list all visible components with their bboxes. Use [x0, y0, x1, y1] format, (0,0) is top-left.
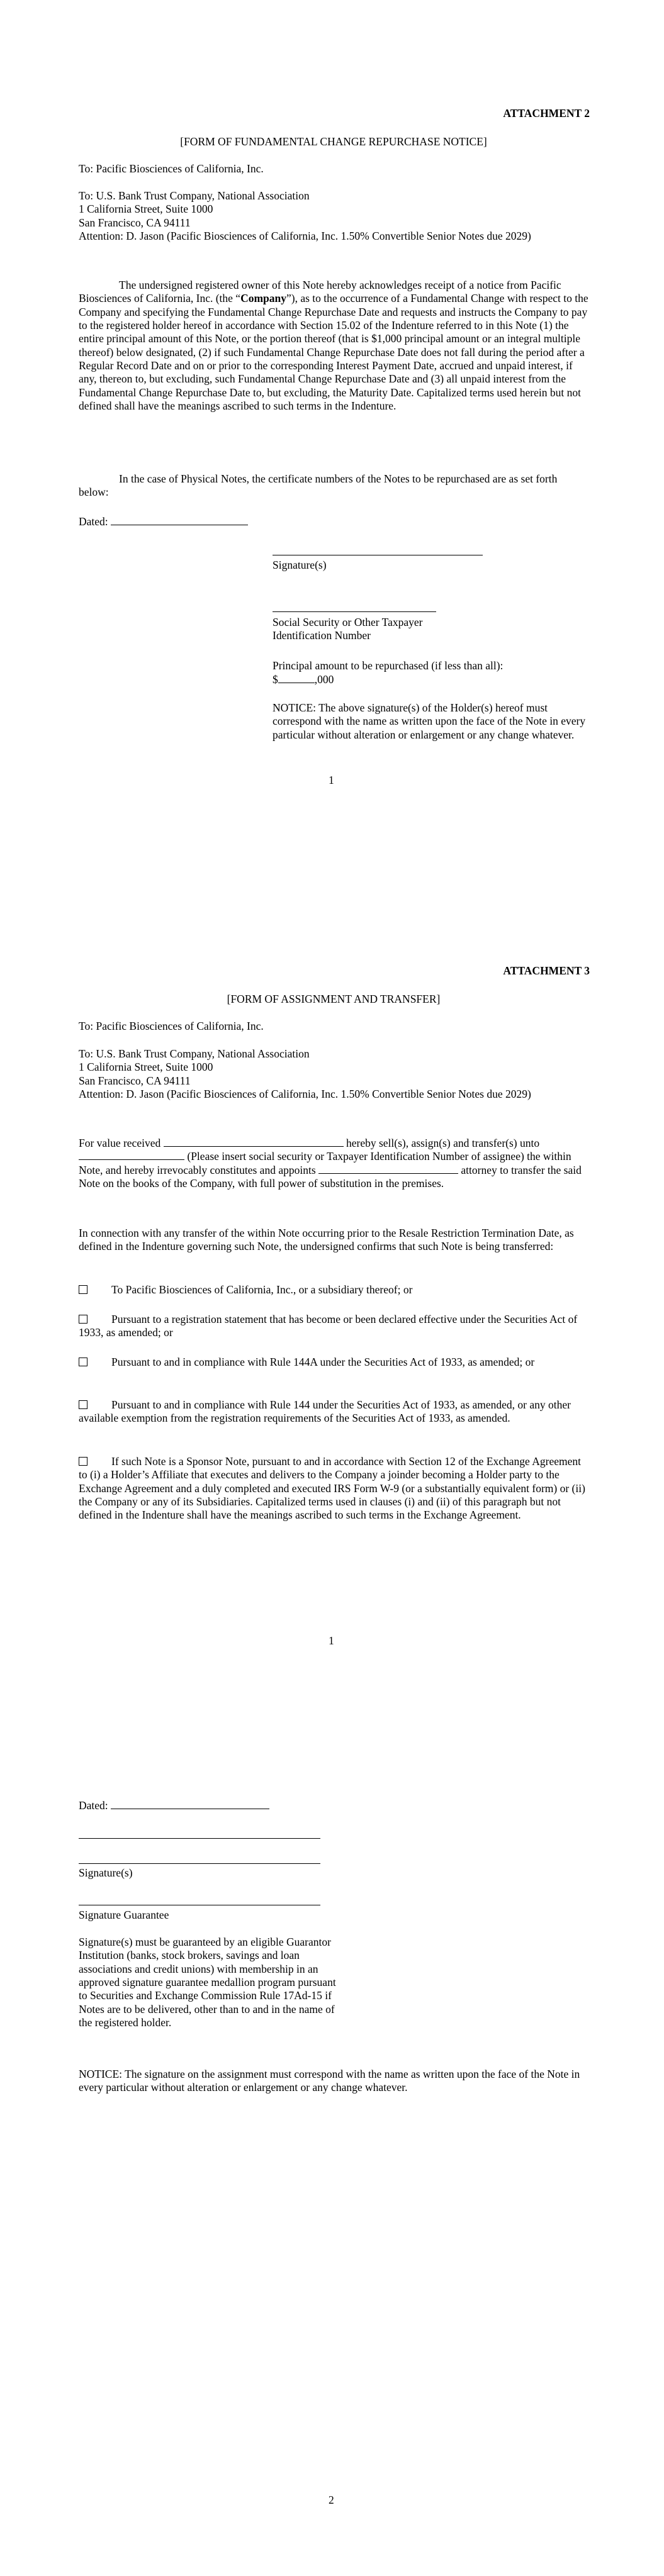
- dated-label: Dated:: [79, 515, 108, 528]
- assignor-blank[interactable]: [164, 1137, 344, 1147]
- address-line: 1 California Street, Suite 1000: [79, 203, 213, 216]
- attachment-heading: ATTACHMENT 3: [503, 964, 590, 977]
- address-line: San Francisco, CA 94111: [79, 216, 191, 229]
- trustee-address: [79, 189, 588, 243]
- dated-blank[interactable]: [111, 515, 248, 525]
- address-line: Attention: D. Jason (Pacific Biosciences of California, Inc. 1.50% Convertible Senior Notes due 2029): [79, 1088, 531, 1101]
- body-text: The undersigned registered owner of this Note hereby acknowledges receipt of a notice from Pacific Biosciences of California, Inc. (the “: [79, 279, 561, 305]
- to-line: To: Pacific Biosciences of California, Inc.: [79, 162, 264, 175]
- checkbox[interactable]: [79, 1285, 87, 1294]
- attorney-blank[interactable]: [318, 1164, 458, 1174]
- page-number: 1: [329, 1634, 334, 1647]
- page-number: 1: [329, 774, 334, 786]
- signature-line[interactable]: [79, 1838, 320, 1839]
- signature-label: Signature(s): [79, 1866, 133, 1879]
- guarantee-label: Signature Guarantee: [79, 1909, 169, 1921]
- assignee-blank[interactable]: [79, 1151, 184, 1160]
- repurchase-body: [79, 279, 588, 413]
- principal-blank[interactable]: [278, 673, 315, 683]
- checkbox[interactable]: [79, 1457, 87, 1466]
- principal-label: Principal amount to be repurchased (if less than all):: [273, 659, 504, 672]
- principal-amount-field[interactable]: $ ,000: [273, 673, 334, 686]
- transfer-option: If such Note is a Sponsor Note, pursuant to and in accordance with Section 12 of the Exchange Agreement to (i) a Holder’s Affiliate that executes and delivers to the Company a joinder becoming a Holder party to the Exchange Agreement and a duly completed and executed IRS Form W-9 (or a substantially equivalent form) or (ii) the Company or any of its Subsidiaries. Capitalized terms used in clauses (i) and (ii) of this paragraph but not defined in the Indenture shall have the meanings ascribed to such terms in the Exchange Agreement.: [79, 1455, 585, 1522]
- form-title: [FORM OF FUNDAMENTAL CHANGE REPURCHASE NOTICE]: [180, 135, 487, 148]
- transfer-option: Pursuant to a registration statement that has become or been declared effective under the Securities Act of 1933, as amended; or: [79, 1313, 578, 1339]
- dated-label: Dated:: [79, 1799, 108, 1812]
- ssn-label: Social Security or Other Taxpayer Identification Number: [273, 616, 423, 642]
- attachment-heading: ATTACHMENT 2: [503, 107, 590, 120]
- signature-line[interactable]: [79, 1863, 320, 1864]
- transfer-intro: In connection with any transfer of the within Note occurring prior to the Resale Restriction Termination Date, as defined in the Indenture governing such Note, the undersigned confirms that such Note is being transferred:: [79, 1227, 574, 1253]
- dated-field[interactable]: [79, 1799, 269, 1812]
- company-defined-term: Company: [240, 292, 286, 305]
- transfer-option: To Pacific Biosciences of California, Inc., or a subsidiary thereof; or: [79, 1283, 588, 1296]
- dated-blank[interactable]: [111, 1799, 269, 1809]
- trustee-address: [79, 1047, 588, 1101]
- value-received-text: For value received hereby sell(s), assign(s) and transfer(s) unto (Please insert social security or Taxpayer Identification Number of assignee) the within Note, and hereby irrevocably constitutes and appoints attorney to transfer the said Note on the books of the Company, with full power of substitution in the premises.: [79, 1137, 582, 1190]
- checkbox[interactable]: [79, 1400, 87, 1409]
- to-line: To: Pacific Biosciences of California, Inc.: [79, 1020, 264, 1032]
- body-text: ”), as to the occurrence of a Fundamental Change with respect to the Company and specifying the Fundamental Change Repurchase Date and requests and instructs the Company to pay to the registered holder hereof in accordance with Section 15.02 of the Indenture referred to in this Note (1) the entire principal amount of this Note, or the portion thereof (that is $1,000 principal amount or an integral multiple thereof) below designated, (2) if such Fundamental Change Repurchase Date does not fall during the period after a Regular Record Date and on or prior to the corresponding Interest Payment Date, accrued and unpaid interest, if any, thereon to, but excluding, such Fundamental Change Repurchase Date and (3) all unpaid interest from the Fundamental Change Repurchase Date to, but excluding, the Maturity Date. Capitalized terms used herein but not defined shall have the meanings ascribed to such terms in the Indenture.: [79, 292, 588, 413]
- transfer-option: Pursuant to and in compliance with Rule 144A under the Securities Act of 1933, as amended; or: [79, 1356, 588, 1369]
- signature-label: Signature(s): [273, 559, 327, 571]
- address-line: To: U.S. Bank Trust Company, National Association: [79, 1047, 310, 1060]
- assignment-notice: NOTICE: The signature on the assignment must correspond with the name as written upon the face of the Note in every particular without alteration or enlargement or any change whatever.: [79, 2068, 580, 2094]
- holder-signature-notice: NOTICE: The above signature(s) of the Holder(s) hereof must correspond with the name as written upon the face of the Note in every particular without alteration or enlargement or any change whatever.: [273, 701, 586, 741]
- address-line: Attention: D. Jason (Pacific Biosciences of California, Inc. 1.50% Convertible Senior Notes due 2029): [79, 230, 531, 243]
- checkbox[interactable]: [79, 1315, 87, 1324]
- transfer-option: Pursuant to and in compliance with Rule 144 under the Securities Act of 1933, as amended, or any other available exemption from the registration requirements of the Securities Act of 1933, as amended.: [79, 1398, 571, 1425]
- checkbox[interactable]: [79, 1358, 87, 1366]
- address-line: To: U.S. Bank Trust Company, National Association: [79, 189, 310, 202]
- physical-notes-text: In the case of Physical Notes, the certificate numbers of the Notes to be repurchased are as set forth below:: [79, 472, 558, 499]
- guarantee-text: Signature(s) must be guaranteed by an eligible Guarantor Institution (banks, stock brokers, savings and loan associations and credit unions) with membership in an approved signature guarantee medallion program pursuant to Securities and Exchange Commission Rule 17Ad-15 if Notes are to be delivered, other than to and in the name of the registered holder.: [79, 1936, 336, 2029]
- address-line: San Francisco, CA 94111: [79, 1074, 191, 1087]
- page-number: 2: [329, 2494, 334, 2506]
- address-line: 1 California Street, Suite 1000: [79, 1061, 213, 1074]
- ssn-line[interactable]: [273, 611, 436, 612]
- dated-field[interactable]: [79, 515, 248, 528]
- form-title: [FORM OF ASSIGNMENT AND TRANSFER]: [227, 993, 441, 1005]
